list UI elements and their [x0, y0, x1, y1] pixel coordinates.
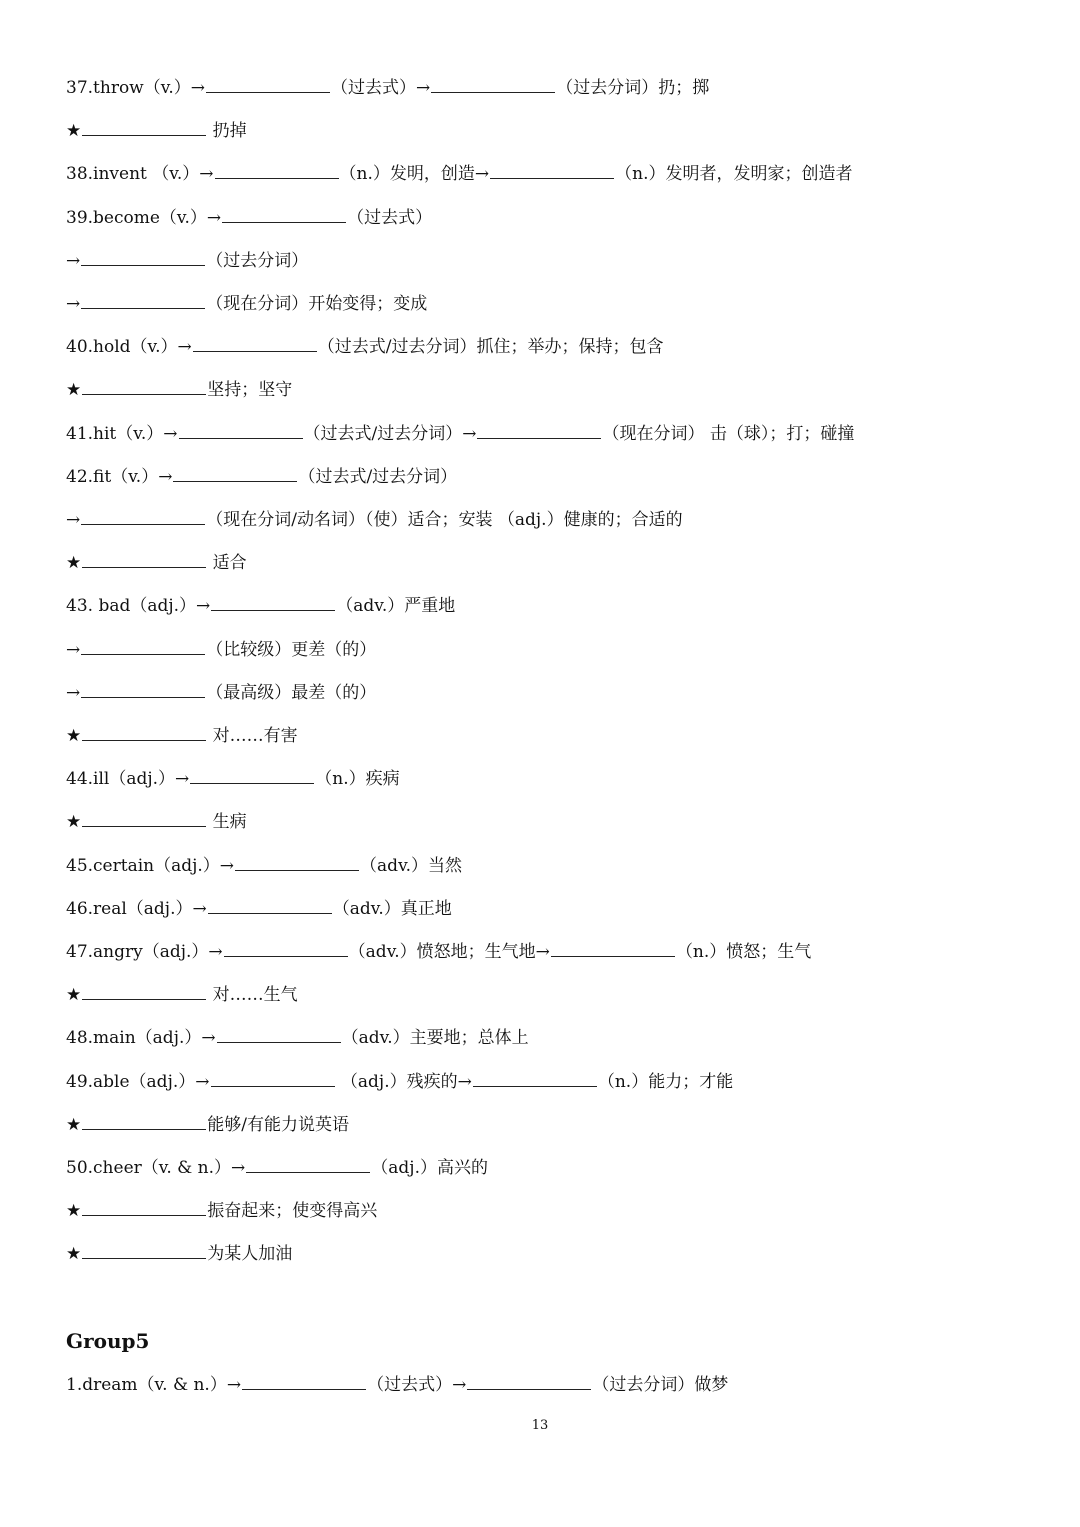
answer-blank[interactable]: [208, 897, 332, 914]
exercise-line: [66, 983, 298, 1006]
exercise-line: [66, 681, 376, 704]
answer-blank[interactable]: [242, 1373, 366, 1390]
exercise-line: [66, 1242, 292, 1265]
line-text: 生病: [207, 812, 247, 833]
line-text: 46.real（adj.）→: [66, 898, 207, 919]
exercise-line: [66, 1156, 488, 1179]
exercise-line: [66, 465, 457, 488]
line-text: （过去式/过去分词）抓住；举办；保持；包含: [317, 337, 664, 358]
line-text: （adj.）高兴的: [371, 1158, 488, 1178]
answer-blank[interactable]: [215, 162, 339, 179]
answer-blank[interactable]: [490, 162, 614, 179]
line-text: →: [66, 682, 81, 703]
line-text: 坚持；坚守: [207, 380, 293, 401]
line-text: （现在分词）开始变得；变成: [206, 294, 428, 314]
answer-blank[interactable]: [246, 1156, 370, 1173]
line-text: 39.become（v.）→: [66, 207, 222, 228]
answer-blank[interactable]: [224, 940, 348, 957]
star-icon: ★: [66, 380, 82, 401]
answer-blank[interactable]: [473, 1070, 597, 1087]
answer-blank[interactable]: [477, 422, 601, 439]
answer-blank[interactable]: [193, 335, 317, 352]
answer-blank[interactable]: [81, 638, 205, 655]
answer-blank[interactable]: [82, 983, 206, 1000]
line-text: 41.hit（v.）→: [66, 423, 178, 444]
answer-blank[interactable]: [81, 249, 205, 266]
line-text: 振奋起来；使变得高兴: [207, 1201, 378, 1222]
line-text: （过去分词）扔；掷: [556, 78, 710, 98]
line-text: 对……有害: [207, 726, 298, 746]
line-text: （现在分词） 击（球）；打；碰撞: [602, 423, 855, 444]
line-text: （过去分词）做梦: [592, 1375, 729, 1395]
answer-blank[interactable]: [211, 1070, 335, 1087]
answer-blank[interactable]: [235, 854, 359, 871]
line-text: 37.throw（v.）→: [66, 78, 205, 98]
line-text: 1.dream（v. & n.）→: [66, 1375, 242, 1395]
answer-blank[interactable]: [82, 119, 206, 136]
star-icon: ★: [66, 985, 82, 1006]
exercise-line: [66, 638, 376, 661]
line-text: 45.certain（adj.）→: [66, 855, 235, 876]
answer-blank[interactable]: [173, 465, 297, 482]
answer-blank[interactable]: [81, 292, 205, 309]
line-text: 44.ill（adj.）→: [66, 769, 190, 790]
answer-blank[interactable]: [190, 767, 314, 784]
exercise-line: [66, 551, 247, 574]
line-text: →: [66, 639, 81, 660]
group-heading: Group5: [66, 1329, 150, 1353]
answer-blank[interactable]: [551, 940, 675, 957]
line-text: （adv.）严重地: [336, 596, 456, 617]
exercise-line: [66, 854, 462, 877]
star-icon: ★: [66, 1114, 82, 1135]
line-text: （n.）愤怒；生气: [675, 942, 812, 962]
answer-blank[interactable]: [81, 508, 205, 525]
exercise-line: [66, 1113, 349, 1136]
exercise-line: [66, 206, 432, 229]
star-icon: ★: [66, 812, 82, 833]
exercise-line: [66, 1373, 728, 1396]
answer-blank[interactable]: [82, 551, 206, 568]
exercise-line: [66, 940, 811, 963]
answer-blank[interactable]: [206, 76, 330, 93]
line-text: 48.main（adj.）→: [66, 1028, 216, 1049]
line-text: →: [66, 250, 81, 271]
line-text: 47.angry（adj.）→: [66, 942, 223, 962]
star-icon: ★: [66, 1201, 82, 1222]
answer-blank[interactable]: [431, 76, 555, 93]
line-text: 38.invent （v.）→: [66, 164, 214, 185]
exercise-line: [66, 508, 683, 531]
line-text: （现在分词/动名词）（使）适合；安装 （adj.）健康的；合适的: [206, 510, 683, 530]
line-text: 适合: [207, 553, 247, 574]
exercise-line: [66, 249, 308, 272]
star-icon: ★: [66, 553, 82, 574]
exercise-line: [66, 1199, 377, 1222]
line-text: 对……生气: [207, 985, 298, 1006]
line-text: →: [66, 294, 81, 314]
exercise-line: [66, 76, 709, 99]
line-text: （过去分词）: [206, 250, 309, 271]
line-text: （过去式）→: [367, 1375, 467, 1395]
line-text: （比较级）更差（的）: [206, 639, 377, 660]
line-text: （过去式/过去分词）→: [303, 423, 477, 444]
exercise-line: [66, 292, 427, 315]
answer-blank[interactable]: [82, 1199, 206, 1216]
answer-blank[interactable]: [467, 1373, 591, 1390]
star-icon: ★: [66, 726, 82, 746]
exercise-line: [66, 1026, 529, 1049]
answer-blank[interactable]: [211, 594, 335, 611]
exercise-line: [66, 378, 292, 401]
line-text: （过去式）: [347, 207, 433, 228]
line-text: 为某人加油: [207, 1244, 293, 1265]
line-text: 50.cheer（v. & n.）→: [66, 1158, 246, 1178]
answer-blank[interactable]: [82, 810, 206, 827]
line-text: （adv.）真正地: [332, 898, 452, 919]
answer-blank[interactable]: [82, 378, 206, 395]
exercise-line: [66, 162, 852, 185]
answer-blank[interactable]: [222, 206, 346, 223]
line-text: （adv.）愤怒地；生气地→: [348, 942, 550, 962]
line-text: （n.）疾病: [315, 769, 400, 790]
line-text: →: [66, 510, 81, 530]
line-text: 能够/有能力说英语: [207, 1114, 349, 1135]
answer-blank[interactable]: [82, 724, 206, 741]
star-icon: ★: [66, 121, 82, 142]
star-icon: ★: [66, 1244, 82, 1265]
line-text: 扔掉: [207, 121, 247, 142]
line-text: 42.fit（v.）→: [66, 466, 173, 487]
answer-blank[interactable]: [82, 1113, 206, 1130]
line-text: （adv.）主要地；总体上: [341, 1028, 529, 1049]
exercise-line: [66, 119, 247, 142]
line-text: （n.）能力；才能: [597, 1071, 734, 1092]
line-text: （过去式）→: [330, 78, 431, 98]
line-text: 43. bad（adj.）→: [66, 596, 211, 617]
exercise-line: [66, 897, 452, 920]
exercise-line: [66, 594, 455, 617]
line-text: （过去式/过去分词）: [298, 466, 458, 487]
exercise-line: [66, 767, 400, 790]
answer-blank[interactable]: [82, 1242, 206, 1259]
line-text: （n.）发明，创造→: [339, 164, 490, 185]
exercise-line: [66, 422, 854, 445]
line-text: （最高级）最差（的）: [206, 682, 377, 703]
answer-blank[interactable]: [179, 422, 303, 439]
exercise-line: [66, 810, 247, 833]
line-text: （n.）发明者，发明家；创造者: [615, 164, 853, 185]
answer-blank[interactable]: [81, 681, 205, 698]
line-text: （adv.）当然: [360, 855, 463, 876]
answer-blank[interactable]: [217, 1026, 341, 1043]
line-text: 49.able（adj.）→: [66, 1071, 210, 1092]
line-text: （adj.）残疾的→: [335, 1071, 472, 1092]
exercise-line: [66, 335, 664, 358]
exercise-line: [66, 724, 298, 747]
line-text: 40.hold（v.）→: [66, 337, 192, 358]
page-number: 13: [531, 1418, 549, 1433]
exercise-line: [66, 1070, 733, 1093]
